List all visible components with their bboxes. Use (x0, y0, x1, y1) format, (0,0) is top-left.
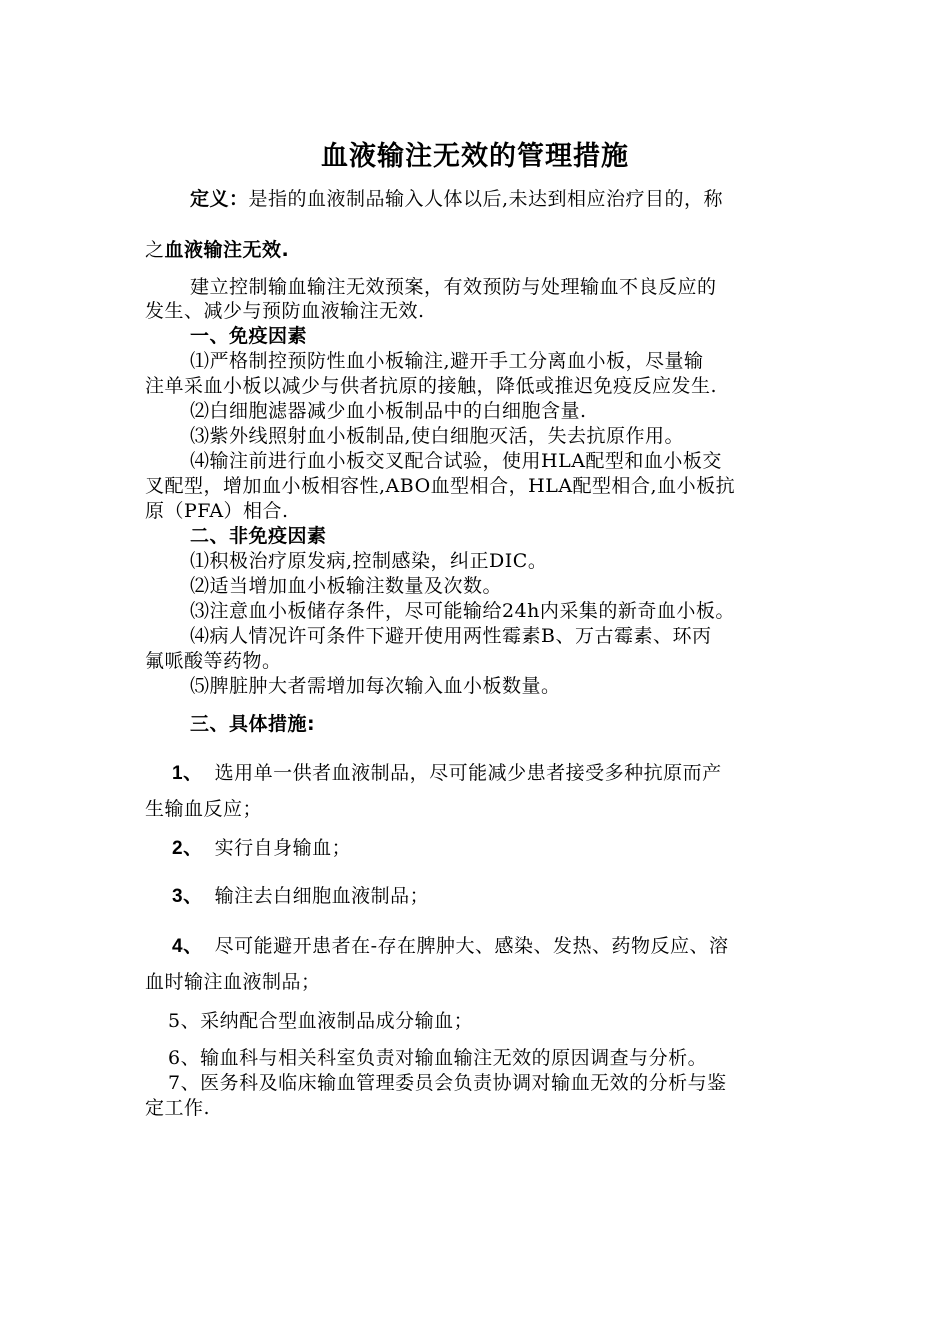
measure-3: 3、 输注去白细胞血液制品； (172, 885, 430, 907)
definition-line-2: 之血液输注无效. (145, 239, 290, 261)
intro-line-1: 建立控制输血输注无效预案，有效预防与处理输血不良反应的 (190, 276, 717, 298)
measure-7-line-2: 定工作. (145, 1097, 211, 1119)
measure-2: 2、 实行自身输血； (172, 837, 352, 859)
measure-5: 5、采纳配合型血液制品成分输血； (168, 1010, 474, 1032)
section-heading-non-immune: 二、非免疫因素 (190, 525, 327, 547)
measure-7-line-1: 7、医务科及临床输血管理委员会负责协调对输血无效的分析与鉴 (168, 1072, 727, 1094)
measure-1-line-1: 1、 选用单一供者血液制品，尽可能减少患者接受多种抗原而产 (172, 762, 722, 784)
measure-number: 4、 (172, 936, 203, 957)
measure-number: 3、 (172, 886, 203, 907)
list-item: ⑷输注前进行血小板交叉配合试验，使用HLA配型和血小板交 (190, 450, 722, 472)
list-item: ⑵适当增加血小板输注数量及次数。 (190, 575, 503, 597)
list-item: ⑷病人情况许可条件下避开使用两性霉素B、万古霉素、环丙 (190, 625, 712, 647)
section-heading-immune: 一、免疫因素 (190, 325, 308, 347)
page-title: 血液输注无效的管理措施 (321, 141, 629, 172)
measure-1-line-2: 生输血反应； (145, 798, 263, 820)
list-item: 原（PFA）相合. (145, 500, 289, 522)
list-item: ⑴严格制控预防性血小板输注,避开手工分离血小板，尽量输 (190, 350, 704, 372)
list-item: 叉配型，增加血小板相容性,ABO血型相合，HLA配型相合,血小板抗 (145, 475, 736, 497)
measure-4-line-2: 血时输注血液制品； (145, 971, 321, 993)
list-item: 注单采血小板以减少与供者抗原的接触，降低或推迟免疫反应发生. (145, 375, 718, 397)
list-item: ⑶注意血小板储存条件，尽可能输给24h内采集的新奇血小板。 (190, 600, 735, 622)
intro-line-2: 发生、减少与预防血液输注无效. (145, 300, 425, 322)
list-item: ⑵白细胞滤器减少血小板制品中的白细胞含量. (190, 400, 587, 422)
list-item: ⑶紫外线照射血小板制品,使白细胞灭活，失去抗原作用。 (190, 425, 685, 447)
measure-number: 2、 (172, 838, 203, 859)
measure-number: 1、 (172, 763, 203, 784)
definition-line-1 (190, 187, 723, 211)
section-heading-measures: 三、具体措施: (190, 713, 316, 735)
definition-text: 是指的血液制品输入人体以后,未达到相应治疗目的，称 (248, 188, 724, 210)
list-item: ⑴积极治疗原发病,控制感染，纠正DIC。 (190, 550, 548, 572)
list-item: ⑸脾脏肿大者需增加每次输入血小板数量。 (190, 675, 561, 697)
definition-label: 定义： (190, 188, 249, 210)
definition-term: 血液输注无效. (164, 239, 290, 261)
measure-4-line-1: 4、 尽可能避开患者在-存在脾肿大、感染、发热、药物反应、溶 (172, 935, 729, 957)
measure-6: 6、输血科与相关科室负责对输血输注无效的原因调查与分析。 (168, 1047, 708, 1069)
list-item: 氟哌酸等药物。 (145, 650, 282, 672)
